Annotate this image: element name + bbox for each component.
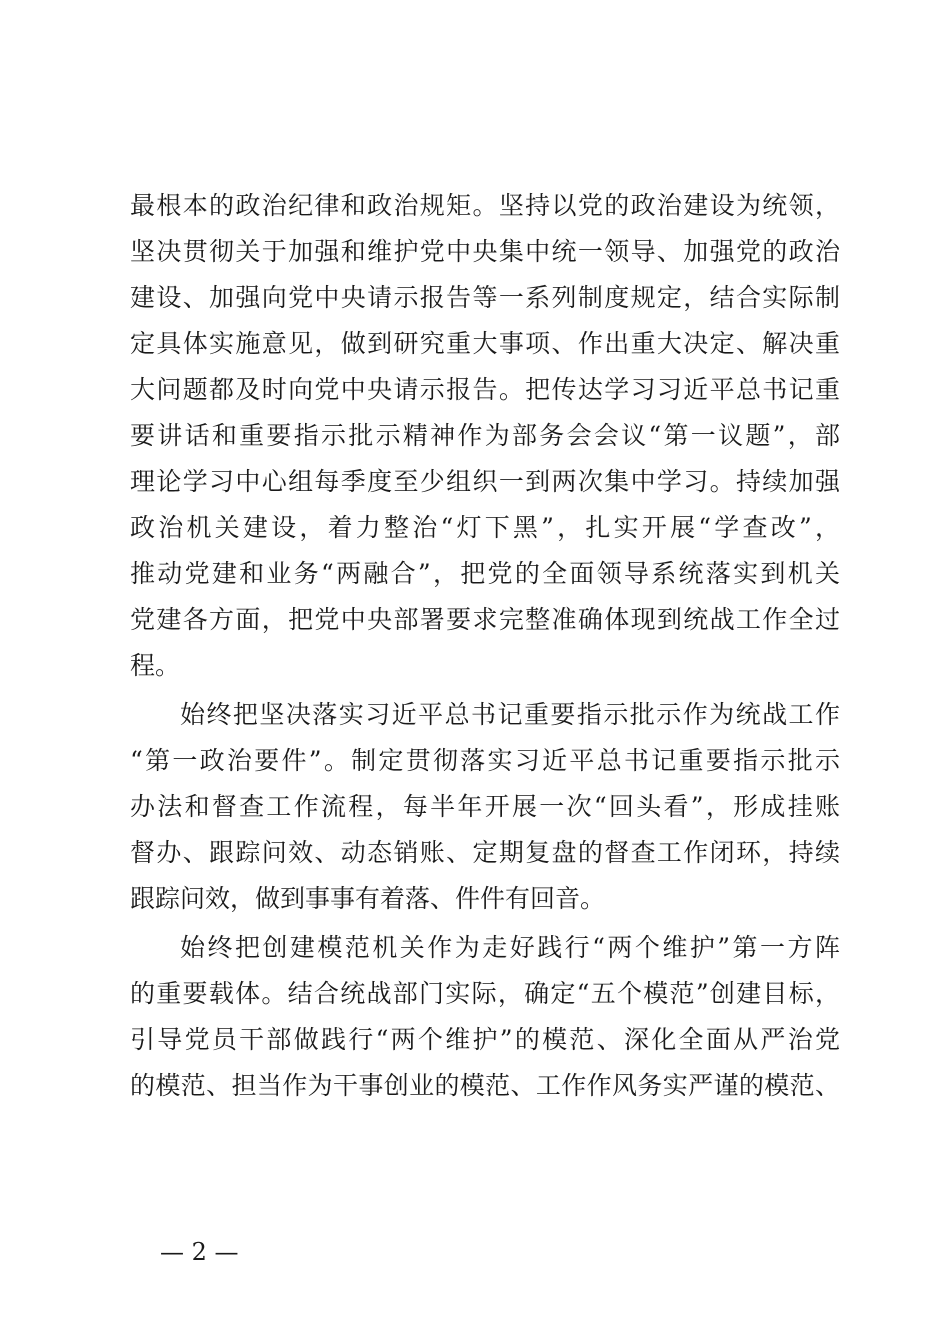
text-line: 党建各方面，把党中央部署要求完整准确体现到统战工作全过 — [130, 605, 840, 634]
text-line: 要讲话和重要指示批示精神作为部务会会议“第一议题”，部 — [130, 421, 840, 450]
text-line: “第一政治要件”。制定贯彻落实习近平总书记重要指示批示 — [130, 746, 840, 775]
text-line: 大问题都及时向党中央请示报告。把传达学习习近平总书记重 — [130, 375, 840, 404]
text-line: 始终把创建模范机关作为走好践行“两个维护”第一方阵 — [180, 933, 840, 962]
text-line: 始终把坚决落实习近平总书记重要指示批示作为统战工作 — [180, 700, 840, 729]
text-line: 的重要载体。结合统战部门实际，确定“五个模范”创建目标， — [130, 979, 840, 1008]
text-line: 理论学习中心组每季度至少组织一到两次集中学习。持续加强 — [130, 467, 840, 496]
page-number: — 2 — — [160, 1238, 239, 1266]
text-line: 的模范、担当作为干事创业的模范、工作作风务实严谨的模范、 — [130, 1071, 840, 1100]
text-line: 坚决贯彻关于加强和维护党中央集中统一领导、加强党的政治 — [130, 237, 840, 266]
text-line: 推动党建和业务“两融合”，把党的全面领导系统落实到机关 — [130, 559, 840, 588]
text-line: 建设、加强向党中央请示报告等一系列制度规定，结合实际制 — [130, 283, 840, 312]
text-line: 引导党员干部做践行“两个维护”的模范、深化全面从严治党 — [130, 1025, 840, 1054]
text-line: 定具体实施意见，做到研究重大事项、作出重大决定、解决重 — [130, 329, 840, 358]
text-line: 办法和督查工作流程，每半年开展一次“回头看”，形成挂账 — [130, 792, 840, 821]
text-line: 跟踪问效，做到事事有着落、件件有回音。 — [130, 884, 606, 913]
text-line: 政治机关建设，着力整治“灯下黑”，扎实开展“学查改”， — [130, 513, 840, 542]
text-line: 程。 — [130, 651, 181, 680]
text-line: 最根本的政治纪律和政治规矩。坚持以党的政治建设为统领， — [130, 191, 840, 220]
text-line: 督办、跟踪问效、动态销账、定期复盘的督查工作闭环，持续 — [130, 838, 840, 867]
